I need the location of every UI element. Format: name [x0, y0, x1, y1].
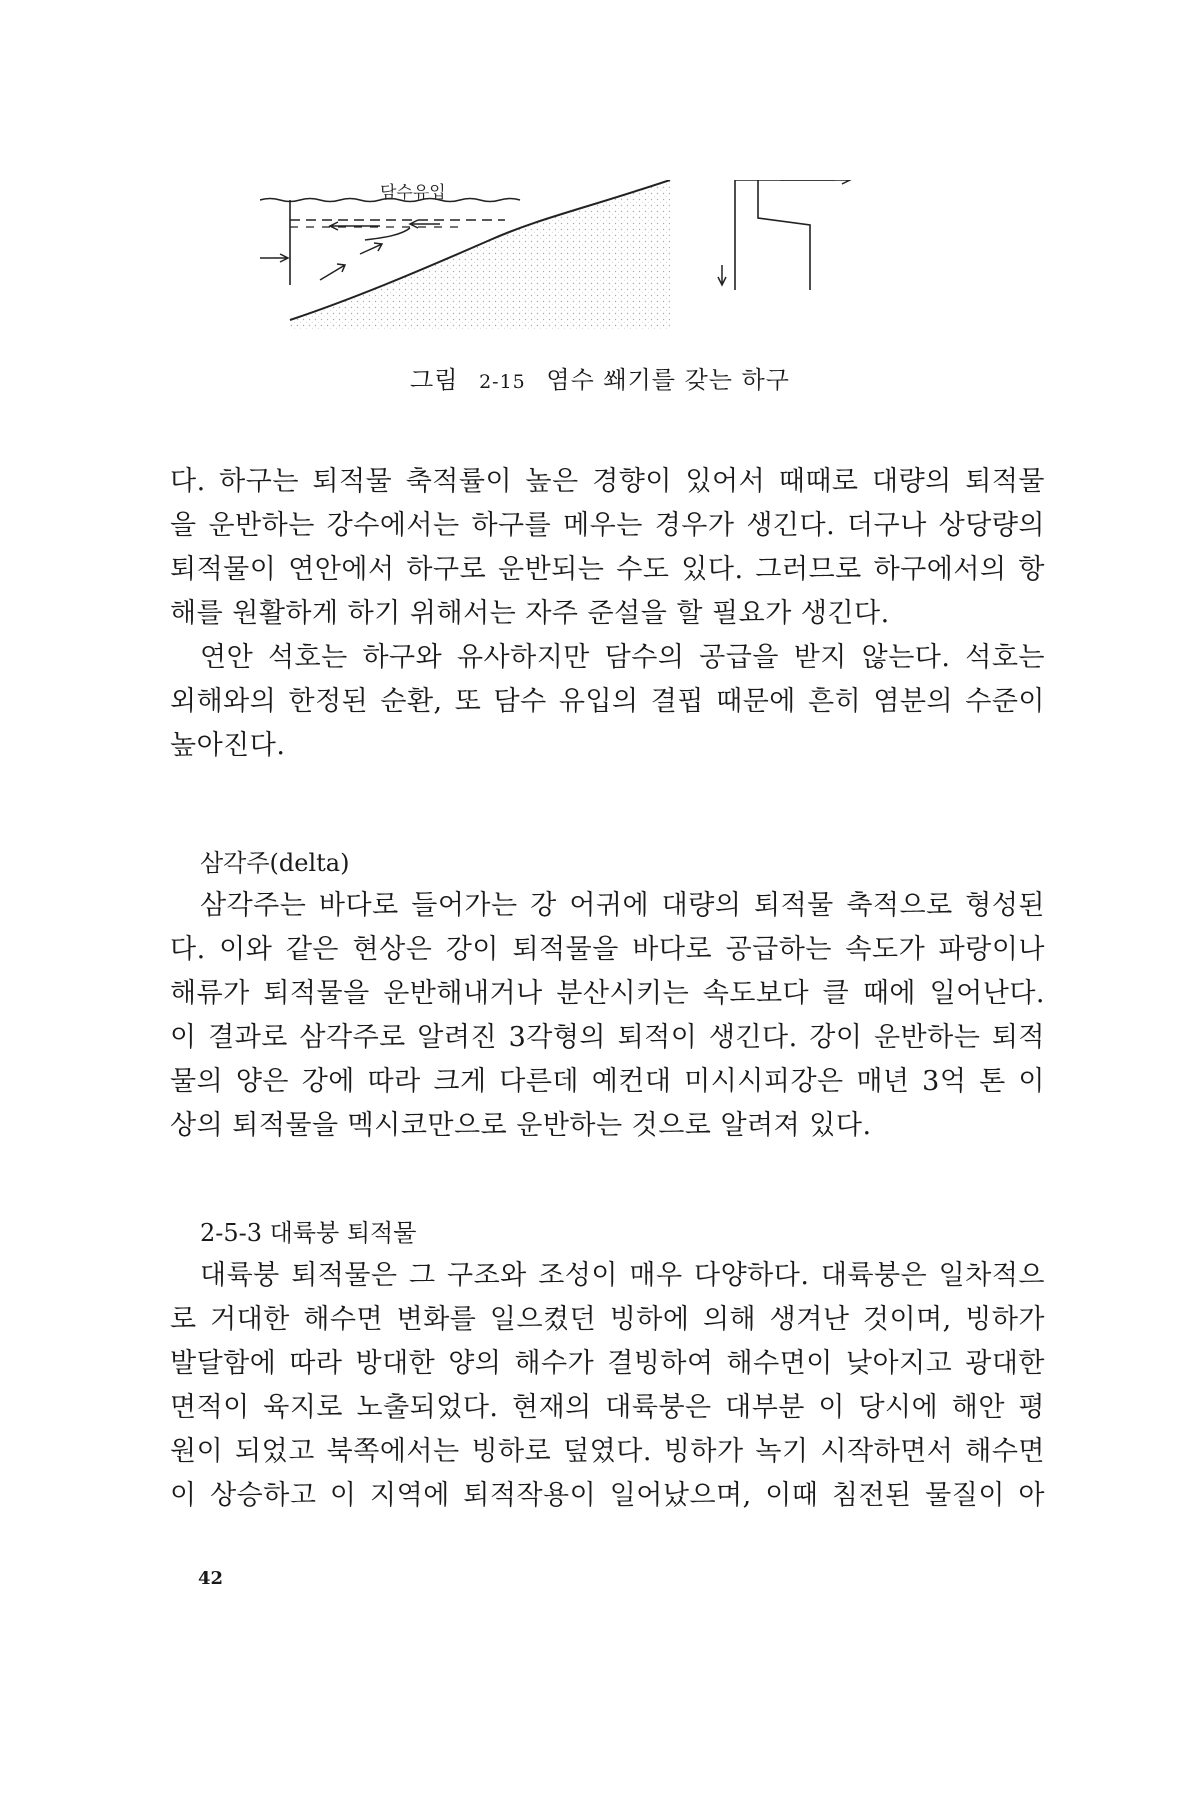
text-line: 다. 이와 같은 현상은 강이 퇴적물을 바다로 공급하는 속도가 파랑이나	[170, 934, 1045, 965]
paragraph-continental-shelf	[170, 1254, 1045, 1518]
text-line: 높아진다.	[170, 730, 286, 761]
text-line: 상의 퇴적물을 멕시코만으로 운반하는 것으로 알려져 있다.	[170, 1110, 872, 1141]
mixing-curl-arrow	[365, 228, 410, 240]
sediment-area	[290, 180, 670, 330]
text-line: 이 상승하고 이 지역에 퇴적작용이 일어났으며, 이때 침전된 물질이 아	[170, 1480, 1045, 1511]
bottom-flow-arrow	[718, 265, 726, 285]
text-line: 다. 하구는 퇴적물 축적률이 높은 경향이 있어서 때때로 대량의 퇴적물	[170, 466, 1045, 497]
text-line: 물의 양은 강에 따라 크게 다른데 예컨대 미시시피강은 매년 3억 톤 이	[170, 1066, 1045, 1097]
text-line: 해류가 퇴적물을 운반해내거나 분산시키는 속도보다 클 때에 일어난다.	[170, 978, 1045, 1009]
text-line: 이 결과로 삼각주로 알려진 3각형의 퇴적이 생긴다. 강이 운반하는 퇴적	[170, 1022, 1045, 1053]
text-line: 대륙붕 퇴적물은 그 구조와 조성이 매우 다양하다. 대륙붕은 일차적으	[200, 1260, 1045, 1291]
text-line: 면적이 육지로 노출되었다. 현재의 대륙붕은 대부분 이 당시에 해안 평	[170, 1392, 1045, 1423]
saltwater-inflow-arrow	[320, 264, 345, 280]
salinity-profile-outline	[735, 180, 835, 290]
text-line: 연안 석호는 하구와 유사하지만 담수의 공급을 받지 않는다. 석호는	[200, 642, 1045, 673]
text-line: 삼각주는 바다로 들어가는 강 어귀에 대량의 퇴적물 축적으로 형성된	[200, 890, 1045, 921]
ocean-inflow-arrow	[260, 254, 288, 262]
estuary-salt-wedge-figure	[260, 180, 980, 370]
text-line: 원이 되었고 북쪽에서는 빙하로 덮였다. 빙하가 녹기 시작하면서 해수면	[170, 1436, 1045, 1467]
caption-title: 염수 쐐기를 갖는 하구	[546, 366, 790, 394]
heading-continental-shelf: 2-5-3 대륙붕 퇴적물	[200, 1219, 417, 1247]
freshwater-inflow-label: 담수유입	[380, 183, 446, 203]
saltwater-inflow-arrow-2	[360, 243, 382, 254]
caption-prefix: 그림	[410, 366, 459, 394]
text-line: 해를 원활하게 하기 위해서는 자주 준설을 할 필요가 생긴다.	[170, 598, 890, 629]
text-line: 외해와의 한정된 순환, 또 담수 유입의 결핍 때문에 흔히 염분의 수준이	[170, 686, 1045, 717]
paragraph-estuary	[170, 460, 1045, 768]
text-line: 퇴적물이 연안에서 하구로 운반되는 수도 있다. 그러므로 하구에서의 항	[170, 554, 1045, 585]
freshwater-outflow-arrow	[330, 222, 380, 230]
caption-number: 2-15	[479, 371, 526, 393]
page-number: 42	[198, 1568, 224, 1589]
surface-flow-arrow	[780, 180, 850, 184]
figure-caption	[0, 360, 1200, 395]
paragraph-delta	[170, 884, 1045, 1148]
text-line: 로 거대한 해수면 변화를 일으켰던 빙하에 의해 생겨난 것이며, 빙하가	[170, 1304, 1045, 1335]
heading-delta: 삼각주(delta)	[200, 849, 350, 877]
text-line: 발달함에 따라 방대한 양의 해수가 결빙하여 해수면이 낮아지고 광대한	[170, 1348, 1045, 1379]
text-line: 을 운반하는 강수에서는 하구를 메우는 경우가 생긴다. 더구나 상당량의	[170, 510, 1045, 541]
estuary-diagram	[260, 180, 980, 370]
